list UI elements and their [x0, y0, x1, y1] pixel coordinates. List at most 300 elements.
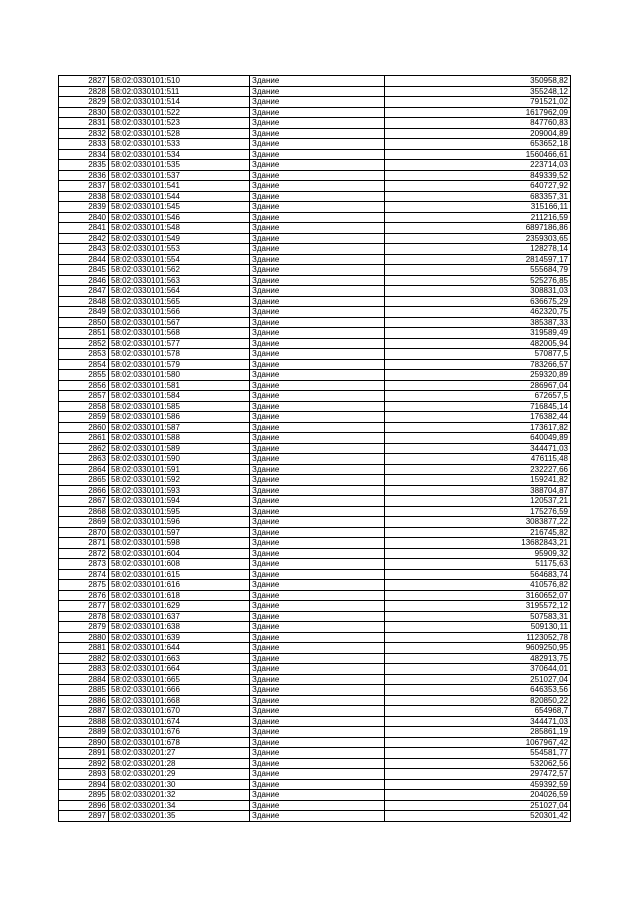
- cadastral-value: 350958,82: [385, 76, 571, 87]
- table-row: [59, 97, 571, 108]
- cadastral-value: 1617962,09: [385, 107, 571, 118]
- table-row: [59, 611, 571, 622]
- cadastral-number: 58:02:0330101:676: [109, 727, 250, 738]
- row-number: 2853: [59, 349, 109, 360]
- table-row: [59, 181, 571, 192]
- cadastral-value: 3195572,12: [385, 601, 571, 612]
- row-number: 2862: [59, 443, 109, 454]
- cadastral-number: 58:02:0330101:565: [109, 296, 250, 307]
- object-type: Здание: [250, 538, 385, 549]
- row-number: 2868: [59, 506, 109, 517]
- cadastral-value: 308831,03: [385, 286, 571, 297]
- object-type: Здание: [250, 674, 385, 685]
- cadastral-number: 58:02:0330101:545: [109, 202, 250, 213]
- table-row: [59, 86, 571, 97]
- object-type: Здание: [250, 422, 385, 433]
- object-type: Здание: [250, 622, 385, 633]
- object-type: Здание: [250, 212, 385, 223]
- cadastral-value: 672657,5: [385, 391, 571, 402]
- object-type: Здание: [250, 653, 385, 664]
- cadastral-value: 1067967,42: [385, 737, 571, 748]
- row-number: 2858: [59, 401, 109, 412]
- object-type: Здание: [250, 275, 385, 286]
- cadastral-value: 9609250,95: [385, 643, 571, 654]
- cadastral-number: 58:02:0330101:587: [109, 422, 250, 433]
- table-row: [59, 296, 571, 307]
- cadastral-number: 58:02:0330101:644: [109, 643, 250, 654]
- cadastral-value: 554581,77: [385, 748, 571, 759]
- cadastral-number: 58:02:0330101:615: [109, 569, 250, 580]
- object-type: Здание: [250, 265, 385, 276]
- table-row: [59, 359, 571, 370]
- row-number: 2849: [59, 307, 109, 318]
- table-row: [59, 632, 571, 643]
- cadastral-value: 654968,7: [385, 706, 571, 717]
- cadastral-number: 58:02:0330101:588: [109, 433, 250, 444]
- table-row: [59, 727, 571, 738]
- row-number: 2850: [59, 317, 109, 328]
- row-number: 2881: [59, 643, 109, 654]
- row-number: 2846: [59, 275, 109, 286]
- cadastral-number: 58:02:0330101:522: [109, 107, 250, 118]
- object-type: Здание: [250, 737, 385, 748]
- cadastral-number: 58:02:0330101:595: [109, 506, 250, 517]
- cadastral-number: 58:02:0330201:30: [109, 779, 250, 790]
- cadastral-value: 1560466,61: [385, 149, 571, 160]
- object-type: Здание: [250, 433, 385, 444]
- cadastral-number: 58:02:0330101:678: [109, 737, 250, 748]
- registry-sheet: [58, 75, 570, 822]
- cadastral-number: 58:02:0330101:568: [109, 328, 250, 339]
- row-number: 2830: [59, 107, 109, 118]
- cadastral-value: 410576,82: [385, 580, 571, 591]
- cadastral-value: 232227,66: [385, 464, 571, 475]
- row-number: 2897: [59, 811, 109, 822]
- cadastral-value: 128278,14: [385, 244, 571, 255]
- table-row: [59, 758, 571, 769]
- cadastral-number: 58:02:0330101:616: [109, 580, 250, 591]
- cadastral-number: 58:02:0330101:593: [109, 485, 250, 496]
- cadastral-number: 58:02:0330201:32: [109, 790, 250, 801]
- object-type: Здание: [250, 286, 385, 297]
- table-row: [59, 422, 571, 433]
- cadastral-number: 58:02:0330101:533: [109, 139, 250, 150]
- cadastral-value: 355248,12: [385, 86, 571, 97]
- cadastral-value: 95909,32: [385, 548, 571, 559]
- object-type: Здание: [250, 380, 385, 391]
- object-type: Здание: [250, 149, 385, 160]
- table-row: [59, 370, 571, 381]
- table-row: [59, 811, 571, 822]
- row-number: 2880: [59, 632, 109, 643]
- object-type: Здание: [250, 118, 385, 129]
- cadastral-value: 251027,04: [385, 800, 571, 811]
- row-number: 2886: [59, 695, 109, 706]
- row-number: 2874: [59, 569, 109, 580]
- object-type: Здание: [250, 517, 385, 528]
- table-row: [59, 328, 571, 339]
- cadastral-number: 58:02:0330101:670: [109, 706, 250, 717]
- row-number: 2860: [59, 422, 109, 433]
- row-number: 2844: [59, 254, 109, 265]
- cadastral-number: 58:02:0330101:564: [109, 286, 250, 297]
- table-row: [59, 538, 571, 549]
- cadastral-value: 204026,59: [385, 790, 571, 801]
- row-number: 2832: [59, 128, 109, 139]
- table-row: [59, 790, 571, 801]
- cadastral-value: 159241,82: [385, 475, 571, 486]
- row-number: 2877: [59, 601, 109, 612]
- cadastral-number: 58:02:0330101:589: [109, 443, 250, 454]
- table-row: [59, 349, 571, 360]
- cadastral-value: 820850,22: [385, 695, 571, 706]
- table-body: [59, 76, 571, 822]
- object-type: Здание: [250, 790, 385, 801]
- row-number: 2889: [59, 727, 109, 738]
- cadastral-value: 285861,19: [385, 727, 571, 738]
- cadastral-value: 653652,18: [385, 139, 571, 150]
- table-row: [59, 170, 571, 181]
- table-row: [59, 286, 571, 297]
- object-type: Здание: [250, 464, 385, 475]
- table-row: [59, 412, 571, 423]
- cadastral-number: 58:02:0330101:566: [109, 307, 250, 318]
- row-number: 2894: [59, 779, 109, 790]
- row-number: 2869: [59, 517, 109, 528]
- object-type: Здание: [250, 391, 385, 402]
- cadastral-value: 223714,03: [385, 160, 571, 171]
- object-type: Здание: [250, 86, 385, 97]
- cadastral-number: 58:02:0330101:577: [109, 338, 250, 349]
- cadastral-value: 640049,89: [385, 433, 571, 444]
- table-row: [59, 254, 571, 265]
- table-row: [59, 664, 571, 675]
- cadastral-number: 58:02:0330201:28: [109, 758, 250, 769]
- row-number: 2871: [59, 538, 109, 549]
- cadastral-number: 58:02:0330101:618: [109, 590, 250, 601]
- object-type: Здание: [250, 716, 385, 727]
- row-number: 2873: [59, 559, 109, 570]
- row-number: 2864: [59, 464, 109, 475]
- cadastral-number: 58:02:0330101:597: [109, 527, 250, 538]
- table-row: [59, 265, 571, 276]
- table-row: [59, 160, 571, 171]
- row-number: 2829: [59, 97, 109, 108]
- cadastral-number: 58:02:0330101:586: [109, 412, 250, 423]
- cadastral-value-table: [58, 75, 571, 822]
- row-number: 2855: [59, 370, 109, 381]
- object-type: Здание: [250, 569, 385, 580]
- object-type: Здание: [250, 170, 385, 181]
- row-number: 2885: [59, 685, 109, 696]
- cadastral-value: 51175,63: [385, 559, 571, 570]
- cadastral-value: 175276,59: [385, 506, 571, 517]
- object-type: Здание: [250, 244, 385, 255]
- row-number: 2896: [59, 800, 109, 811]
- row-number: 2840: [59, 212, 109, 223]
- object-type: Здание: [250, 496, 385, 507]
- object-type: Здание: [250, 328, 385, 339]
- cadastral-number: 58:02:0330101:668: [109, 695, 250, 706]
- cadastral-number: 58:02:0330101:535: [109, 160, 250, 171]
- row-number: 2859: [59, 412, 109, 423]
- table-row: [59, 695, 571, 706]
- cadastral-value: 570877,5: [385, 349, 571, 360]
- cadastral-number: 58:02:0330101:638: [109, 622, 250, 633]
- object-type: Здание: [250, 664, 385, 675]
- cadastral-value: 555684,79: [385, 265, 571, 276]
- cadastral-value: 3160652,07: [385, 590, 571, 601]
- row-number: 2836: [59, 170, 109, 181]
- table-row: [59, 454, 571, 465]
- table-row: [59, 590, 571, 601]
- row-number: 2893: [59, 769, 109, 780]
- cadastral-number: 58:02:0330101:665: [109, 674, 250, 685]
- table-row: [59, 107, 571, 118]
- table-row: [59, 569, 571, 580]
- cadastral-number: 58:02:0330101:546: [109, 212, 250, 223]
- cadastral-value: 251027,04: [385, 674, 571, 685]
- cadastral-number: 58:02:0330101:511: [109, 86, 250, 97]
- table-row: [59, 737, 571, 748]
- cadastral-value: 176382,44: [385, 412, 571, 423]
- object-type: Здание: [250, 559, 385, 570]
- table-row: [59, 233, 571, 244]
- cadastral-number: 58:02:0330101:578: [109, 349, 250, 360]
- row-number: 2884: [59, 674, 109, 685]
- object-type: Здание: [250, 443, 385, 454]
- object-type: Здание: [250, 475, 385, 486]
- cadastral-number: 58:02:0330101:596: [109, 517, 250, 528]
- row-number: 2895: [59, 790, 109, 801]
- cadastral-value: 211216,59: [385, 212, 571, 223]
- row-number: 2865: [59, 475, 109, 486]
- cadastral-value: 646353,56: [385, 685, 571, 696]
- row-number: 2890: [59, 737, 109, 748]
- cadastral-value: 482913,75: [385, 653, 571, 664]
- table-row: [59, 622, 571, 633]
- row-number: 2827: [59, 76, 109, 87]
- object-type: Здание: [250, 307, 385, 318]
- cadastral-value: 216745,82: [385, 527, 571, 538]
- table-row: [59, 149, 571, 160]
- cadastral-value: 209004,89: [385, 128, 571, 139]
- row-number: 2878: [59, 611, 109, 622]
- cadastral-value: 2359303,65: [385, 233, 571, 244]
- object-type: Здание: [250, 338, 385, 349]
- table-row: [59, 118, 571, 129]
- cadastral-number: 58:02:0330101:514: [109, 97, 250, 108]
- cadastral-number: 58:02:0330101:537: [109, 170, 250, 181]
- object-type: Здание: [250, 296, 385, 307]
- object-type: Здание: [250, 748, 385, 759]
- cadastral-number: 58:02:0330101:594: [109, 496, 250, 507]
- object-type: Здание: [250, 485, 385, 496]
- table-row: [59, 580, 571, 591]
- table-row: [59, 380, 571, 391]
- table-row: [59, 391, 571, 402]
- cadastral-value: 120537,21: [385, 496, 571, 507]
- cadastral-value: 476115,48: [385, 454, 571, 465]
- object-type: Здание: [250, 370, 385, 381]
- object-type: Здание: [250, 695, 385, 706]
- cadastral-value: 507583,31: [385, 611, 571, 622]
- object-type: Здание: [250, 412, 385, 423]
- table-row: [59, 779, 571, 790]
- table-row: [59, 223, 571, 234]
- row-number: 2876: [59, 590, 109, 601]
- cadastral-number: 58:02:0330101:579: [109, 359, 250, 370]
- row-number: 2872: [59, 548, 109, 559]
- table-row: [59, 128, 571, 139]
- row-number: 2891: [59, 748, 109, 759]
- table-row: [59, 244, 571, 255]
- cadastral-number: 58:02:0330101:534: [109, 149, 250, 160]
- table-row: [59, 517, 571, 528]
- row-number: 2838: [59, 191, 109, 202]
- cadastral-number: 58:02:0330101:548: [109, 223, 250, 234]
- row-number: 2857: [59, 391, 109, 402]
- cadastral-number: 58:02:0330101:664: [109, 664, 250, 675]
- row-number: 2892: [59, 758, 109, 769]
- object-type: Здание: [250, 359, 385, 370]
- object-type: Здание: [250, 254, 385, 265]
- row-number: 2887: [59, 706, 109, 717]
- cadastral-number: 58:02:0330101:581: [109, 380, 250, 391]
- row-number: 2851: [59, 328, 109, 339]
- row-number: 2883: [59, 664, 109, 675]
- object-type: Здание: [250, 706, 385, 717]
- object-type: Здание: [250, 454, 385, 465]
- cadastral-value: 319589,49: [385, 328, 571, 339]
- cadastral-value: 482005,94: [385, 338, 571, 349]
- cadastral-value: 520301,42: [385, 811, 571, 822]
- cadastral-number: 58:02:0330101:604: [109, 548, 250, 559]
- table-row: [59, 748, 571, 759]
- cadastral-value: 564683,74: [385, 569, 571, 580]
- row-number: 2888: [59, 716, 109, 727]
- row-number: 2867: [59, 496, 109, 507]
- cadastral-value: 173617,82: [385, 422, 571, 433]
- object-type: Здание: [250, 139, 385, 150]
- object-type: Здание: [250, 685, 385, 696]
- cadastral-number: 58:02:0330101:567: [109, 317, 250, 328]
- object-type: Здание: [250, 128, 385, 139]
- object-type: Здание: [250, 611, 385, 622]
- cadastral-number: 58:02:0330101:590: [109, 454, 250, 465]
- table-row: [59, 496, 571, 507]
- object-type: Здание: [250, 233, 385, 244]
- table-row: [59, 653, 571, 664]
- row-number: 2852: [59, 338, 109, 349]
- cadastral-value: 370644,01: [385, 664, 571, 675]
- cadastral-number: 58:02:0330201:27: [109, 748, 250, 759]
- cadastral-value: 3083877,22: [385, 517, 571, 528]
- cadastral-number: 58:02:0330101:592: [109, 475, 250, 486]
- cadastral-number: 58:02:0330101:544: [109, 191, 250, 202]
- row-number: 2861: [59, 433, 109, 444]
- object-type: Здание: [250, 548, 385, 559]
- cadastral-number: 58:02:0330101:663: [109, 653, 250, 664]
- object-type: Здание: [250, 527, 385, 538]
- object-type: Здание: [250, 181, 385, 192]
- cadastral-value: 1123052,78: [385, 632, 571, 643]
- table-row: [59, 685, 571, 696]
- cadastral-number: 58:02:0330101:629: [109, 601, 250, 612]
- row-number: 2875: [59, 580, 109, 591]
- cadastral-number: 58:02:0330201:34: [109, 800, 250, 811]
- cadastral-value: 286967,04: [385, 380, 571, 391]
- cadastral-value: 315166,11: [385, 202, 571, 213]
- cadastral-number: 58:02:0330101:554: [109, 254, 250, 265]
- row-number: 2834: [59, 149, 109, 160]
- row-number: 2848: [59, 296, 109, 307]
- cadastral-value: 532062,56: [385, 758, 571, 769]
- table-row: [59, 307, 571, 318]
- table-row: [59, 275, 571, 286]
- table-row: [59, 506, 571, 517]
- cadastral-value: 2814597,17: [385, 254, 571, 265]
- row-number: 2831: [59, 118, 109, 129]
- cadastral-number: 58:02:0330101:523: [109, 118, 250, 129]
- object-type: Здание: [250, 590, 385, 601]
- row-number: 2839: [59, 202, 109, 213]
- object-type: Здание: [250, 506, 385, 517]
- table-row: [59, 769, 571, 780]
- table-row: [59, 674, 571, 685]
- row-number: 2843: [59, 244, 109, 255]
- table-row: [59, 548, 571, 559]
- object-type: Здание: [250, 643, 385, 654]
- cadastral-value: 636675,29: [385, 296, 571, 307]
- row-number: 2842: [59, 233, 109, 244]
- row-number: 2863: [59, 454, 109, 465]
- row-number: 2879: [59, 622, 109, 633]
- table-row: [59, 433, 571, 444]
- table-row: [59, 527, 571, 538]
- row-number: 2847: [59, 286, 109, 297]
- table-row: [59, 706, 571, 717]
- cadastral-value: 683357,31: [385, 191, 571, 202]
- table-row: [59, 800, 571, 811]
- object-type: Здание: [250, 727, 385, 738]
- row-number: 2833: [59, 139, 109, 150]
- object-type: Здание: [250, 800, 385, 811]
- cadastral-number: 58:02:0330101:562: [109, 265, 250, 276]
- cadastral-number: 58:02:0330101:674: [109, 716, 250, 727]
- cadastral-number: 58:02:0330101:584: [109, 391, 250, 402]
- cadastral-number: 58:02:0330101:608: [109, 559, 250, 570]
- object-type: Здание: [250, 401, 385, 412]
- table-row: [59, 443, 571, 454]
- table-row: [59, 601, 571, 612]
- cadastral-number: 58:02:0330101:510: [109, 76, 250, 87]
- object-type: Здание: [250, 769, 385, 780]
- cadastral-value: 297472,57: [385, 769, 571, 780]
- cadastral-value: 344471,03: [385, 716, 571, 727]
- table-row: [59, 212, 571, 223]
- cadastral-value: 259320,89: [385, 370, 571, 381]
- table-row: [59, 191, 571, 202]
- cadastral-number: 58:02:0330201:35: [109, 811, 250, 822]
- cadastral-number: 58:02:0330101:528: [109, 128, 250, 139]
- cadastral-value: 847760,83: [385, 118, 571, 129]
- cadastral-value: 509130,11: [385, 622, 571, 633]
- row-number: 2837: [59, 181, 109, 192]
- cadastral-value: 385387,33: [385, 317, 571, 328]
- table-row: [59, 139, 571, 150]
- row-number: 2828: [59, 86, 109, 97]
